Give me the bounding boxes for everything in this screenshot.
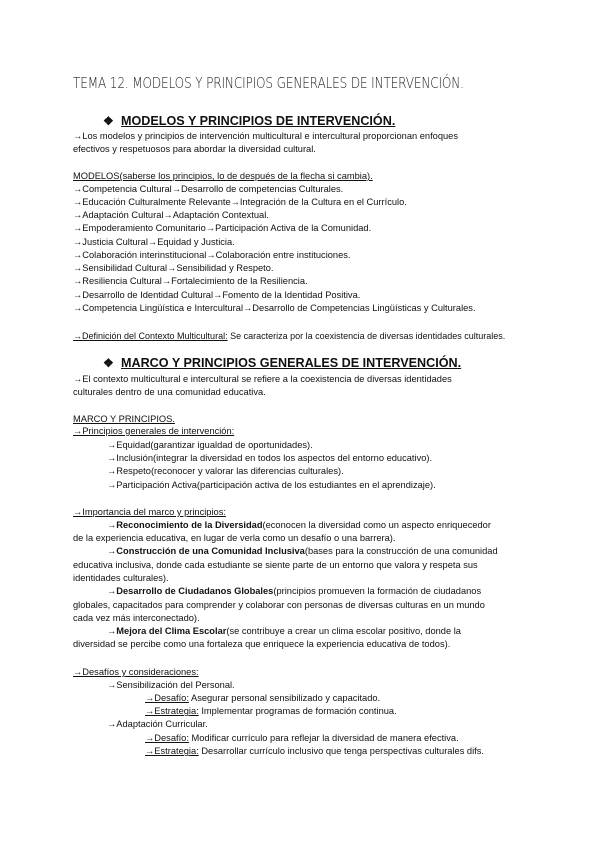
models-heading: MODELOS(saberse los principios, lo de después de la flecha si cambia).	[73, 171, 373, 181]
list-item: →Colaboración interinstitucional→Colaboración entre instituciones.	[73, 250, 351, 260]
diamond-bullet-icon: ❖	[103, 356, 114, 370]
marco-heading: MARCO Y PRINCIPIOS.	[73, 414, 175, 424]
list-item: →Construcción de una Comunidad Inclusiva(bases para la construcción de una comunidad	[107, 546, 498, 556]
list-item: →Desarrollo de Identidad Cultural→Fomento de la Identidad Positiva.	[73, 290, 361, 300]
list-item: →Empoderamiento Comunitario→Participación Activa de la Comunidad.	[73, 223, 372, 233]
definition-label: →Definición del Contexto Multicultural:	[73, 331, 228, 341]
list-item: →Reconocimiento de la Diversidad(econocen la diversidad como un aspecto enriquecedor	[107, 520, 491, 530]
definition-text: Se caracteriza por la coexistencia de diversas identidades culturales.	[227, 331, 506, 341]
list-item: →Adaptación Cultural→Adaptación Contextual.	[73, 210, 269, 220]
challenges-heading: →Desafíos y consideraciones:	[73, 667, 199, 677]
list-item: →Educación Culturalmente Relevante→Integración de la Cultura en el Currículo.	[73, 197, 407, 207]
list-item: →Competencia Lingüística e Intercultural→Desarrollo de Competencias Lingüísticas y Culturales.	[73, 303, 476, 313]
list-item: →Competencia Cultural→Desarrollo de competencias Culturales.	[73, 184, 344, 194]
paragraph-line: educativa inclusiva, donde cada estudiante se siente parte de un entorno que valora y respeta sus	[73, 560, 478, 570]
principles-heading: →Principios generales de intervención:	[73, 426, 235, 436]
list-item: →Sensibilidad Cultural→Sensibilidad y Respeto.	[73, 263, 274, 273]
list-item: →Resiliencia Cultural→Fortalecimiento de la Resiliencia.	[73, 276, 308, 286]
strategy-line: →Estrategia: Implementar programas de formación continua.	[145, 706, 397, 716]
paragraph-line: efectivos y respetuosos para abordar la diversidad cultural.	[73, 144, 316, 154]
list-item: →Participación Activa(participación activa de los estudiantes en el aprendizaje).	[107, 480, 436, 490]
list-item: →Desarrollo de Ciudadanos Globales(principios promueven la formación de ciudadanos	[107, 586, 482, 596]
challenge-title: →Adaptación Curricular.	[107, 719, 208, 729]
diamond-bullet-icon: ❖	[103, 114, 114, 128]
list-item: →Respeto(reconocer y valorar las diferencias culturales).	[107, 466, 344, 476]
list-item: →Mejora del Clima Escolar(se contribuye a crear un clima escolar positivo, donde la	[107, 626, 461, 636]
list-item: →Equidad(garantizar igualdad de oportunidades).	[107, 440, 313, 450]
importance-heading: →Importancia del marco y principios:	[73, 507, 226, 517]
definition-line	[73, 331, 505, 342]
challenge-title: →Sensibilización del Personal.	[107, 680, 235, 690]
list-item: →Justicia Cultural→Equidad y Justicia.	[73, 237, 235, 247]
paragraph-line: →Los modelos y principios de intervención multicultural e intercultural proporcionan enfoques	[73, 131, 458, 141]
section-heading-framework: ❖ MARCO Y PRINCIPIOS GENERALES DE INTERVENCIÓN.	[103, 356, 462, 370]
paragraph-line: globales, capacitados para comprender y colaborar con personas de diversas culturas en un mundo	[73, 600, 485, 610]
paragraph-line: cada vez más interconectado).	[73, 613, 200, 623]
paragraph-line: culturales dentro de una comunidad educativa.	[73, 387, 266, 397]
paragraph-line: identidades culturales).	[73, 573, 169, 583]
paragraph-line: →El contexto multicultural e intercultural se refiere a la coexistencia de diversas identidades	[73, 374, 452, 384]
paragraph-line: diversidad se percibe como una fortaleza que enriquece la experiencia educativa de todos).	[73, 639, 451, 649]
section-heading-models: ❖ MODELOS Y PRINCIPIOS DE INTERVENCIÓN.	[103, 114, 396, 128]
paragraph-line: de la experiencia educativa, en lugar de verla como un desafío o una barrera).	[73, 533, 396, 543]
page-title: TEMA 12. MODELOS Y PRINCIPIOS GENERALES DE INTERVENCIÓN.	[73, 74, 464, 92]
challenge-line: →Desafío: Modificar currículo para reflejar la diversidad de manera efectiva.	[145, 733, 459, 743]
strategy-line: →Estrategia: Desarrollar currículo inclusivo que tenga perspectivas culturales difs.	[145, 746, 484, 756]
challenge-line: →Desafío: Asegurar personal sensibilizado y capacitado.	[145, 693, 381, 703]
list-item: →Inclusión(integrar la diversidad en todos los aspectos del entorno educativo).	[107, 453, 433, 463]
